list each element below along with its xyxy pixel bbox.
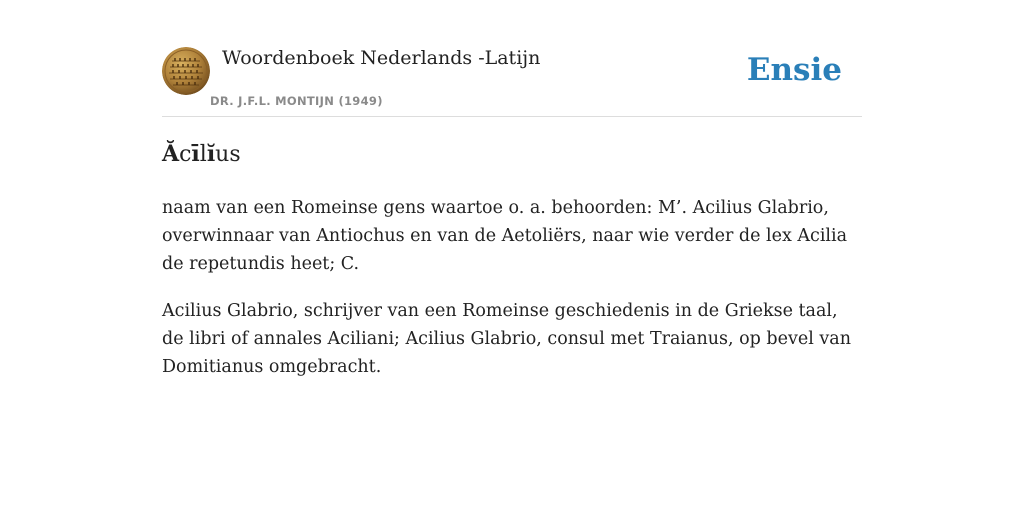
entry-title-bold-i-macron: ī — [191, 141, 200, 167]
dictionary-entry — [162, 138, 862, 381]
entry-title — [162, 138, 862, 171]
entry-title-us: us — [215, 142, 241, 167]
book-author: DR. J.F.L. MONTIJN (1949) — [210, 94, 383, 108]
entry-title-bold-a: Ă — [162, 141, 180, 167]
entry-paragraph: naam van een Romeinse gens waartoe o. a. behoorden: M’. Acilius Glabrio, overwinnaar van Antiochus en van de Aetoliërs, naar wie verder de lex Acilia de repetundis heet; C. — [162, 198, 848, 274]
entry-title-c: c — [179, 142, 192, 167]
ensie-logo-link[interactable]: Ensie — [746, 52, 842, 88]
dictionary-header — [162, 40, 862, 117]
book-title[interactable]: Woordenboek Nederlands -Latijn — [222, 47, 541, 69]
coin-image — [162, 47, 210, 95]
coin-book-cover-icon[interactable] — [162, 47, 210, 95]
entry-title-bold-i-breve: ĭ — [206, 141, 216, 167]
entry-paragraph: Acilius Glabrio, schrijver van een Romeinse geschiedenis in de Griekse taal, de libri of annales Aciliani; Acilius Glabrio, consul met Traianus, op bevel van Domitianus omgebracht. — [162, 301, 851, 377]
entry-title-l: l — [199, 142, 207, 167]
